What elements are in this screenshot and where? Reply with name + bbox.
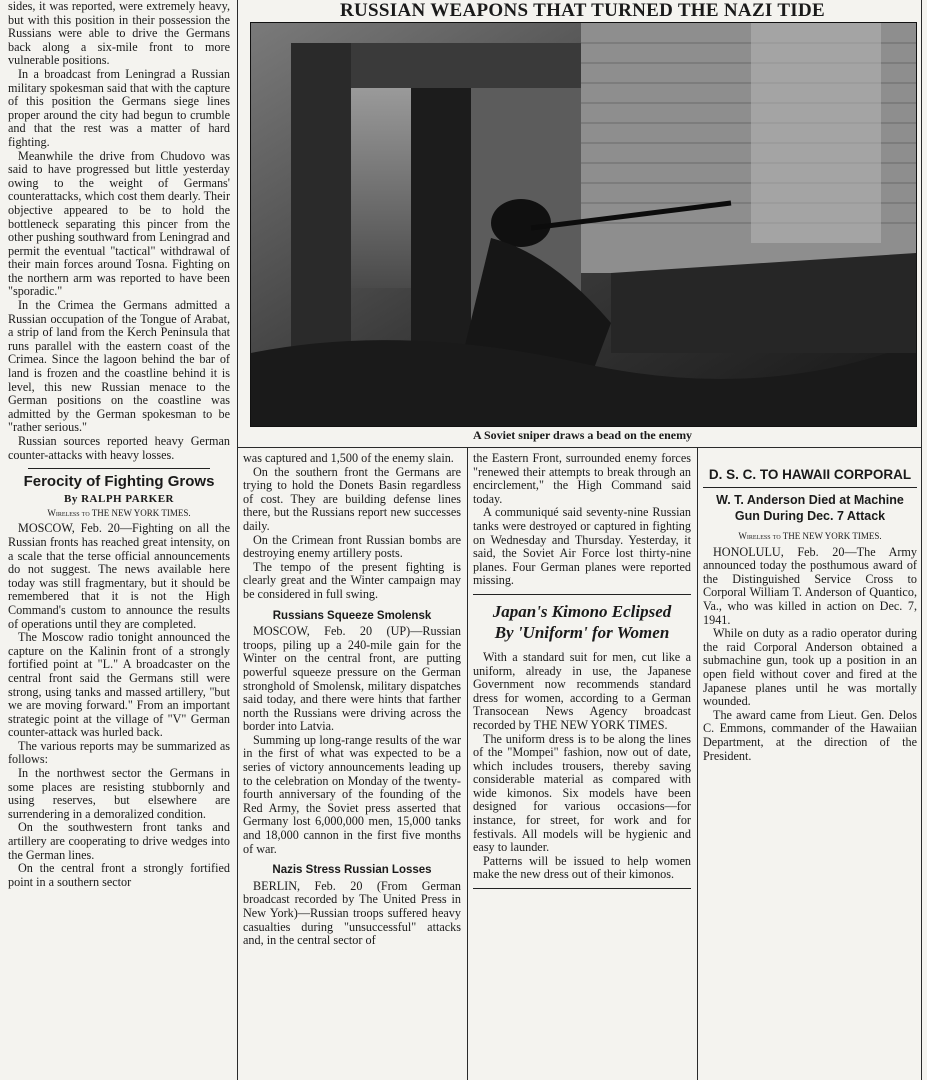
col4-story-paragraph: The award came from Lieut. Gen. Delos C. Emmons, commander of the Hawaiian Department, at the direction of the President.	[703, 707, 917, 763]
col1-divider	[28, 468, 210, 469]
col1-story-paragraph: The various reports may be summarized as follows:	[8, 738, 230, 767]
column-rule-4	[921, 0, 922, 1080]
col2-sub2-paragraph: BERLIN, Feb. 20 (From German broadcast recorded by The United Press in New York)—Russian troops suffered heavy casualties during "unsuccessful" attacks and, in the central sector of	[243, 878, 461, 948]
col4-story-paragraph: While on duty as a radio operator during the raid Corporal Anderson obtained a submachine gun, took up a position in an open field without cover and fired at the Japanese planes until he was mortally wounded.	[703, 626, 917, 709]
column-4	[703, 466, 917, 763]
column-2	[243, 452, 461, 948]
col3-top-paragraph: the Eastern Front, surrounded enemy forces "renewed their attempts to break through an encirclement," the High Command said today.	[473, 451, 691, 506]
col1-headline: Ferocity of Fighting Grows	[23, 473, 215, 491]
column-rule-2	[467, 448, 468, 1080]
col1-story-paragraph: The Moscow radio tonight announced the capture on the Kalinin front of a strongly fortified point at "L." A broadcaster on the central front said the Germans still were strong, using tanks and massed artillery, "but we are moving forward." From an important strategic point at the village of "V" German counter-attack was hurled back.	[8, 630, 230, 740]
col1-top-paragraph: Russian sources reported heavy German counter-attacks with heavy losses.	[8, 434, 230, 462]
column-3	[473, 452, 691, 889]
col3-story-paragraph: Patterns will be issued to help women make the new dress out of their kimonos.	[473, 853, 691, 882]
col1-top-paragraph: Meanwhile the drive from Chudovo was said to have progressed but little yesterday owing to the weight of Germans' counterattacks, which cost them dearly. Their objective appeared to be to hold the bottleneck separating this pincer from the other pushing southward from Leningrad and permit the eventual "tactical" withdrawal of their main forces around Tosna. Fighting on the northern arm was reported to have been "sporadic."	[8, 148, 230, 299]
col4-headline: D. S. C. TO HAWAII CORPORAL	[703, 466, 917, 488]
col2-top-paragraph: The tempo of the present fighting is clearly great and the Winter campaign may be considered in full swing.	[243, 559, 461, 601]
col2-top-paragraph: On the Crimean front Russian bombs are destroying enemy artillery posts.	[243, 532, 461, 561]
col3-end-rule	[473, 888, 691, 889]
col1-credit: Wireless to THE NEW YORK TIMES.	[47, 507, 191, 518]
col1-top-paragraph: In the Crimea the Germans admitted a Russian occupation of the Tongue of Arabat, a strip of land from the Kerch Peninsula that runs parallel with the eastern coast of the Crimea. Since the lagoon behind the bar of land is frozen and the coastline behind it is level, this new Russian menace to the German positions on the coastline was admitted by the German spokesman to be "rather serious."	[8, 298, 230, 435]
col3-top-paragraph: A communiqué said seventy-nine Russian tanks were destroyed or captured in fighting on Wednesday and Thursday. Yesterday, it said, the Soviet Air Force lost thirty-nine planes. Four German planes were reported missing.	[473, 505, 691, 588]
col3-story-paragraph: The uniform dress is to be along the lines of the "Mompei" fashion, now out of date, which includes trousers, thereby saving considerable material as compared with wide kimonos. Six models have been designed for various occasions—for instance, for street, for work and for festivals. All models will be hygienic and easy to launder.	[473, 731, 691, 855]
col3-headline-line2: By 'Uniform' for Women	[494, 622, 670, 642]
col4-subhead: W. T. Anderson Died at Machine Gun During Dec. 7 Attack	[716, 493, 904, 523]
sniper-photo-illustration	[251, 23, 916, 426]
column-1	[8, 0, 230, 889]
col4-credit: Wireless to THE NEW YORK TIMES.	[738, 531, 882, 541]
col2-subhead-smolensk: Russians Squeeze Smolensk	[272, 609, 432, 622]
col2-sub1-paragraph: MOSCOW, Feb. 20 (UP)—Russian troops, piling up a 240-mile gain for the Winter on the central front, are putting powerful squeeze pressure on the German stronghold of Smolensk, military dispatches said today, and there were hints that farther north the Russians were driving across the border into Latvia.	[243, 624, 461, 734]
col1-story-paragraph: In the northwest sector the Germans in some places are resisting stubbornly and using reserves, but elsewhere are surrendering in a demoralized condition.	[8, 766, 230, 821]
col3-story-paragraph: With a standard suit for men, cut like a uniform, already in use, the Japanese Government now recommends standard dress for women, according to a German Transocean News Agency broadcast recorded by THE NEW YORK TIMES.	[473, 649, 691, 732]
col1-top-paragraph: In a broadcast from Leningrad a Russian military spokesman said that with the capture of this position the Germans siege lines proper around the city had begun to crumble and that the rest was a matter of hard fighting.	[8, 66, 230, 149]
col3-headline-line1: Japan's Kimono Eclipsed	[492, 601, 672, 621]
col4-story-paragraph: HONOLULU, Feb. 20—The Army announced today the posthumous award of the Distinguished Service Cross to Corporal William T. Anderson of Quantico, Va., who was killed in action on Dec. 7, 1941.	[703, 544, 917, 627]
column-rule-3	[697, 448, 698, 1080]
photo-bottom-rule	[238, 447, 922, 448]
column-rule-1	[237, 0, 238, 1080]
col1-story-paragraph: On the central front a strongly fortified point in a southern sector	[8, 861, 230, 889]
col2-subhead-nazis: Nazis Stress Russian Losses	[272, 864, 432, 877]
col1-byline: By RALPH PARKER	[64, 493, 174, 506]
sniper-photo	[250, 22, 917, 427]
col2-top-paragraph: On the southern front the Germans are trying to hold the Donets Basin regardless of cost. They are building defense lines there, but the Russians report new successes daily.	[243, 464, 461, 533]
col2-top-paragraph: was captured and 1,500 of the enemy slain.	[243, 451, 454, 465]
col2-sub1-paragraph: Summing up long-range results of the war in the first of what was expected to be a series of victory announcements leading up to the celebration on Monday of the twenty-fourth anniversary of the founding of the Red Army, the Soviet press asserted that Germany lost 6,000,000 men, 15,000 tanks and 18,000 cannon in the first five months of war.	[243, 732, 461, 856]
photo-caption: A Soviet sniper draws a bead on the enemy	[472, 428, 693, 442]
col1-top-paragraph: sides, it was reported, were extremely heavy, but with this position in their possession the Russians were able to drive the Germans back along a six-mile front to more vulnerable positions.	[8, 0, 230, 68]
page-title: RUSSIAN WEAPONS THAT TURNED THE NAZI TIDE	[340, 0, 825, 21]
col1-story-paragraph: On the southwestern front tanks and artillery are cooperating to drive wedges into the German lines.	[8, 820, 230, 862]
col3-divider	[473, 594, 691, 595]
col1-story-paragraph: MOSCOW, Feb. 20—Fighting on all the Russian fronts has reached great intensity, on a scale that the terse official announcements do not suggest. The news available here today was still fragmentary, but it should be remembered that it is not the High Command's custom to announce the results of operations until they are completed.	[8, 521, 230, 631]
